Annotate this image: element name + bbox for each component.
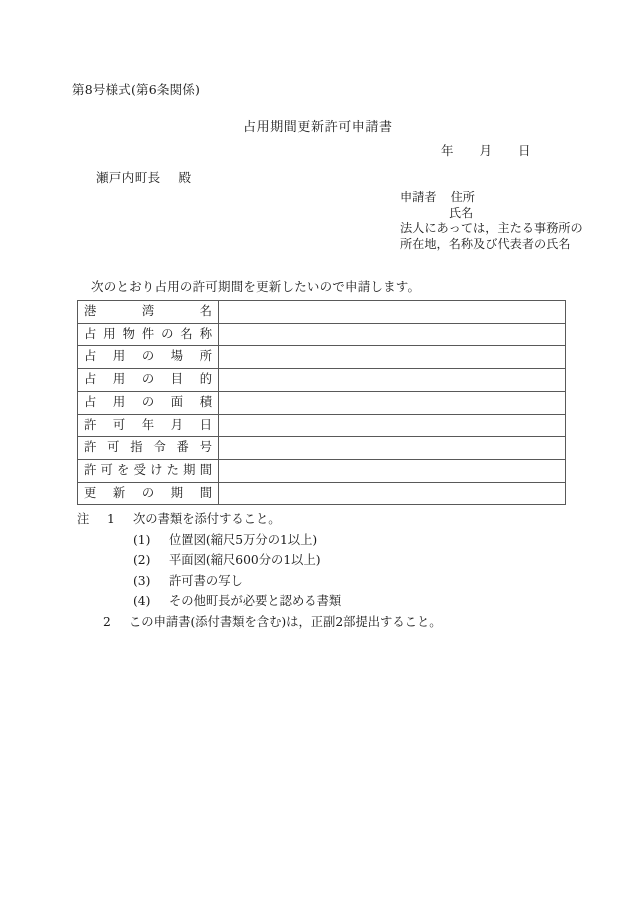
applicant-name-label: 氏名 — [449, 205, 474, 220]
row-value-permit-number[interactable] — [219, 437, 566, 460]
note-sub-4-marker: (4) — [133, 594, 151, 609]
table-row — [78, 459, 566, 482]
note-sub-2-marker: (2) — [133, 553, 151, 568]
note-sub-item-3 — [77, 571, 442, 592]
note-item-1 — [77, 509, 442, 530]
table-row — [78, 301, 566, 324]
row-label-permit-number: 許可指令番号 — [78, 437, 219, 460]
date-day-label: 日 — [518, 143, 531, 158]
addressee — [96, 168, 191, 186]
note-sub-1-marker: (1) — [133, 532, 151, 547]
table-row — [78, 482, 566, 505]
note-sub-item-1 — [77, 530, 442, 551]
note-2-number: 2 — [103, 614, 111, 629]
application-table — [77, 300, 566, 505]
note-sub-4-text: その他町長が必要と認める書類 — [169, 594, 342, 609]
applicant-name-row — [400, 206, 590, 222]
note-sub-1-text: 位置図(縮尺5万分の1以上) — [169, 532, 318, 547]
date-line — [441, 141, 531, 159]
row-label-renewal-period: 更新の期間 — [78, 482, 219, 505]
addressee-name: 瀬戸内町長 — [96, 170, 161, 185]
notes-section — [77, 509, 442, 633]
form-number: 第8号様式(第6条関係) — [72, 82, 201, 97]
note-1-number: 1 — [107, 512, 115, 526]
applicant-block — [400, 190, 590, 252]
note-1-text: 次の書類を添付すること。 — [133, 512, 281, 526]
application-table-body — [78, 301, 566, 505]
addressee-honorific: 殿 — [178, 170, 192, 185]
lead-text: 次のとおり占用の許可期間を更新したいので申請します。 — [91, 279, 421, 294]
row-label-area: 占用の面積 — [78, 391, 219, 414]
row-value-location[interactable] — [219, 346, 566, 369]
table-row — [78, 437, 566, 460]
row-value-object-name[interactable] — [219, 323, 566, 346]
table-row — [78, 346, 566, 369]
row-value-area[interactable] — [219, 391, 566, 414]
row-value-port-name[interactable] — [219, 301, 566, 324]
note-sub-item-4 — [77, 591, 442, 612]
row-label-port-name: 港湾名 — [78, 301, 219, 324]
note-sub-3-marker: (3) — [133, 573, 151, 588]
row-label-permit-date: 許可年月日 — [78, 414, 219, 437]
table-row — [78, 369, 566, 392]
applicant-corporation-note: 法人にあっては，主たる事務所の所在地，名称及び代表者の氏名 — [400, 221, 583, 251]
page-title: 占用期間更新許可申請書 — [243, 120, 393, 135]
row-label-object-name: 占用物件の名称 — [78, 323, 219, 346]
table-row — [78, 414, 566, 437]
row-value-permitted-period[interactable] — [219, 459, 566, 482]
date-year-label: 年 — [441, 143, 454, 158]
note-item-2 — [77, 612, 442, 633]
applicant-address-row — [400, 190, 590, 206]
applicant-address-label: 住所 — [450, 190, 475, 204]
note-2-text: この申請書(添付書類を含む)は，正副2部提出すること。 — [129, 614, 442, 629]
applicant-label: 申請者 — [400, 190, 437, 204]
row-value-renewal-period[interactable] — [219, 482, 566, 505]
row-label-location: 占用の場所 — [78, 346, 219, 369]
table-row — [78, 391, 566, 414]
row-label-purpose: 占用の目的 — [78, 369, 219, 392]
note-sub-item-2 — [77, 550, 442, 571]
row-value-purpose[interactable] — [219, 369, 566, 392]
row-label-permitted-period: 許可を受けた期間 — [78, 459, 219, 482]
notes-heading-marker: 注 — [77, 512, 90, 526]
note-sub-2-text: 平面図(縮尺600分の1以上) — [169, 553, 321, 568]
date-month-label: 月 — [479, 143, 493, 158]
note-sub-3-text: 許可書の写し — [169, 573, 243, 588]
row-value-permit-date[interactable] — [219, 414, 566, 437]
table-row — [78, 323, 566, 346]
